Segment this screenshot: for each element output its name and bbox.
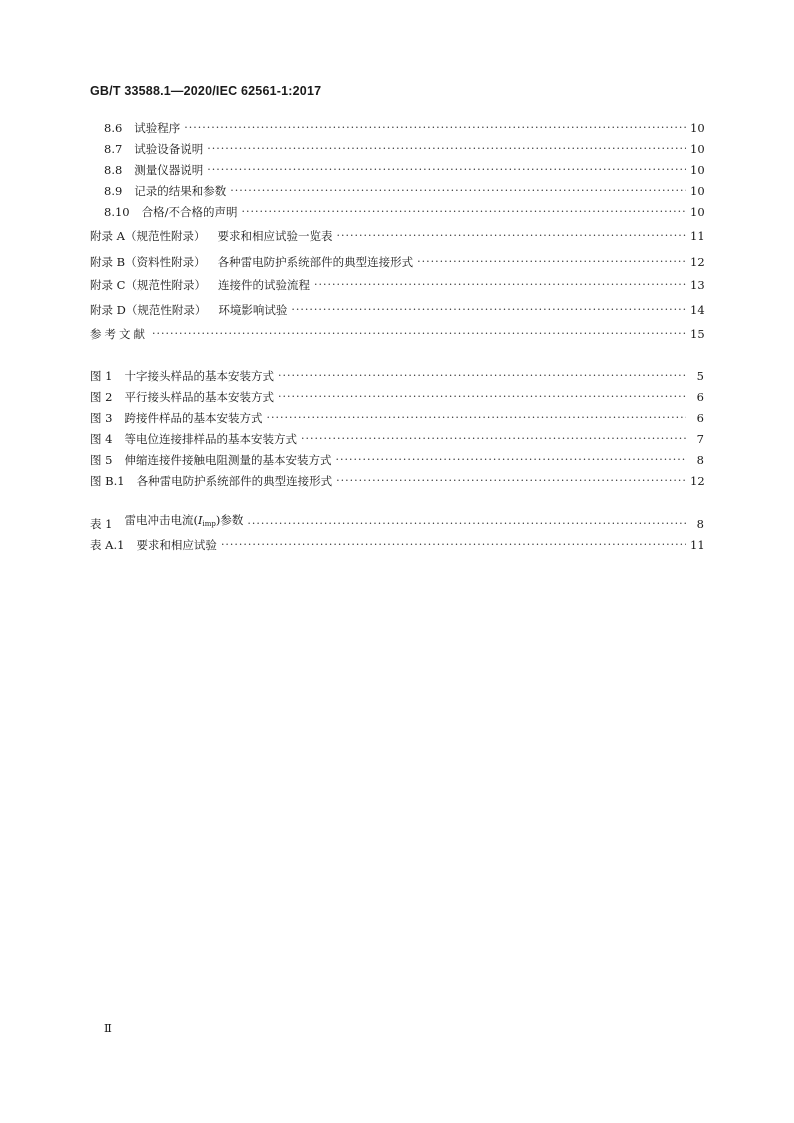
toc-entry-page: 15	[690, 327, 705, 341]
table-entry-page: 11	[690, 538, 705, 552]
figure-entry-page: 12	[690, 474, 705, 488]
dot-leader	[417, 254, 686, 270]
figure-entry-number: 图 1	[90, 369, 113, 383]
figure-entry-title: 十字接头样品的基本安装方式	[124, 369, 274, 383]
toc-entry-number: 8.8	[104, 163, 123, 177]
table-entry-1[interactable]	[90, 513, 704, 532]
figure-entry-3[interactable]	[90, 410, 704, 426]
page-number: Ⅱ	[104, 1021, 112, 1035]
figure-entry-title: 各种雷电防护系统部件的典型连接形式	[136, 474, 333, 488]
figure-entry-number: 图 2	[90, 390, 113, 404]
toc-entry-title: 各种雷电防护系统部件的典型连接形式	[217, 255, 414, 269]
table-entry-title: 要求和相应试验	[136, 538, 217, 552]
figure-entry-b1[interactable]	[90, 473, 704, 489]
toc-entry-page: 10	[690, 205, 705, 219]
dot-leader	[336, 473, 686, 489]
toc-entry-number: 8.10	[104, 205, 130, 219]
figure-entry-number: 图 5	[90, 453, 113, 467]
table-entry-title-pre: 雷电冲击电流(	[124, 513, 198, 527]
toc-entry-8-7[interactable]	[104, 141, 704, 157]
dot-leader	[207, 141, 686, 157]
toc-entry-title: 参考文献	[90, 327, 148, 341]
toc-entry-annex-d[interactable]	[90, 302, 704, 318]
toc-entry-number: 附录 A（规范性附录）	[90, 229, 206, 243]
dot-leader	[278, 368, 686, 384]
toc-entry-8-9[interactable]	[104, 183, 704, 199]
figure-entry-page: 7	[696, 432, 704, 446]
toc-entry-title: 环境影响试验	[218, 303, 288, 317]
dot-leader	[207, 162, 686, 178]
dot-leader	[314, 277, 686, 293]
figure-entry-title: 跨接件样品的基本安装方式	[124, 411, 263, 425]
figure-entry-5[interactable]	[90, 452, 704, 468]
dot-leader	[336, 228, 686, 244]
toc-entry-number: 8.9	[104, 184, 123, 198]
toc-entry-title: 测量仪器说明	[134, 163, 204, 177]
toc-entry-annex-a[interactable]	[90, 228, 704, 244]
toc-entry-page: 10	[690, 142, 705, 156]
dot-leader	[301, 431, 686, 447]
dot-leader	[266, 410, 686, 426]
figure-entry-page: 5	[696, 369, 704, 383]
table-entry-number: 表 1	[90, 517, 113, 531]
toc-entry-title: 要求和相应试验一览表	[217, 229, 333, 243]
dot-leader	[335, 452, 686, 468]
toc-entry-annex-c[interactable]	[90, 277, 704, 293]
toc-entry-title: 合格/不合格的声明	[141, 205, 238, 219]
toc-entry-page: 13	[690, 278, 705, 292]
figure-entry-number: 图 B.1	[90, 474, 125, 488]
toc-entry-page: 10	[690, 184, 705, 198]
toc-entry-number: 附录 B（资料性附录）	[90, 255, 206, 269]
figure-entry-title: 等电位连接排样品的基本安装方式	[124, 432, 297, 446]
figure-entry-2[interactable]	[90, 389, 704, 405]
toc-entry-page: 11	[690, 229, 705, 243]
table-entry-a1[interactable]	[90, 537, 704, 553]
current-subscript: imp	[202, 520, 216, 528]
table-entry-number: 表 A.1	[90, 538, 125, 552]
toc-entry-title: 试验设备说明	[134, 142, 204, 156]
toc-entry-8-8[interactable]	[104, 162, 704, 178]
toc-entry-page: 14	[690, 303, 705, 317]
figure-entry-title: 伸缩连接件接触电阻测量的基本安装方式	[124, 453, 332, 467]
toc-entry-number: 附录 D（规范性附录）	[90, 303, 207, 317]
current-symbol: I	[197, 513, 203, 527]
figure-entry-page: 6	[696, 411, 704, 425]
dot-leader	[247, 516, 686, 532]
toc-entry-title: 试验程序	[134, 121, 181, 135]
figure-entry-number: 图 3	[90, 411, 113, 425]
figure-entry-page: 6	[696, 390, 704, 404]
toc-entry-bibliography[interactable]	[90, 326, 704, 342]
toc-entry-8-6[interactable]	[104, 120, 704, 136]
figure-entry-1[interactable]	[90, 368, 704, 384]
toc-entry-number: 8.7	[104, 142, 123, 156]
dot-leader	[184, 120, 686, 136]
dot-leader	[278, 389, 686, 405]
dot-leader	[230, 183, 686, 199]
toc-entry-page: 10	[690, 121, 705, 135]
table-entry-page: 8	[696, 517, 704, 531]
toc-entry-title: 记录的结果和参数	[134, 184, 227, 198]
figure-entry-4[interactable]	[90, 431, 704, 447]
toc-entry-page: 10	[690, 163, 705, 177]
dot-leader	[291, 302, 686, 318]
dot-leader	[221, 537, 686, 553]
toc-entry-8-10[interactable]	[104, 204, 704, 220]
dot-leader	[241, 204, 686, 220]
figure-entry-page: 8	[696, 453, 704, 467]
toc-entry-number: 8.6	[104, 121, 123, 135]
toc-entry-title: 连接件的试验流程	[217, 278, 310, 292]
figure-entry-title: 平行接头样品的基本安装方式	[124, 390, 274, 404]
table-entry-title	[124, 512, 243, 532]
document-header: GB/T 33588.1—2020/IEC 62561-1:2017	[90, 84, 322, 98]
dot-leader	[152, 326, 686, 342]
table-entry-title-post: )参数	[215, 513, 244, 527]
toc-entry-annex-b[interactable]	[90, 254, 704, 270]
toc-entry-number: 附录 C（规范性附录）	[90, 278, 206, 292]
toc-entry-page: 12	[690, 255, 705, 269]
figure-entry-number: 图 4	[90, 432, 113, 446]
